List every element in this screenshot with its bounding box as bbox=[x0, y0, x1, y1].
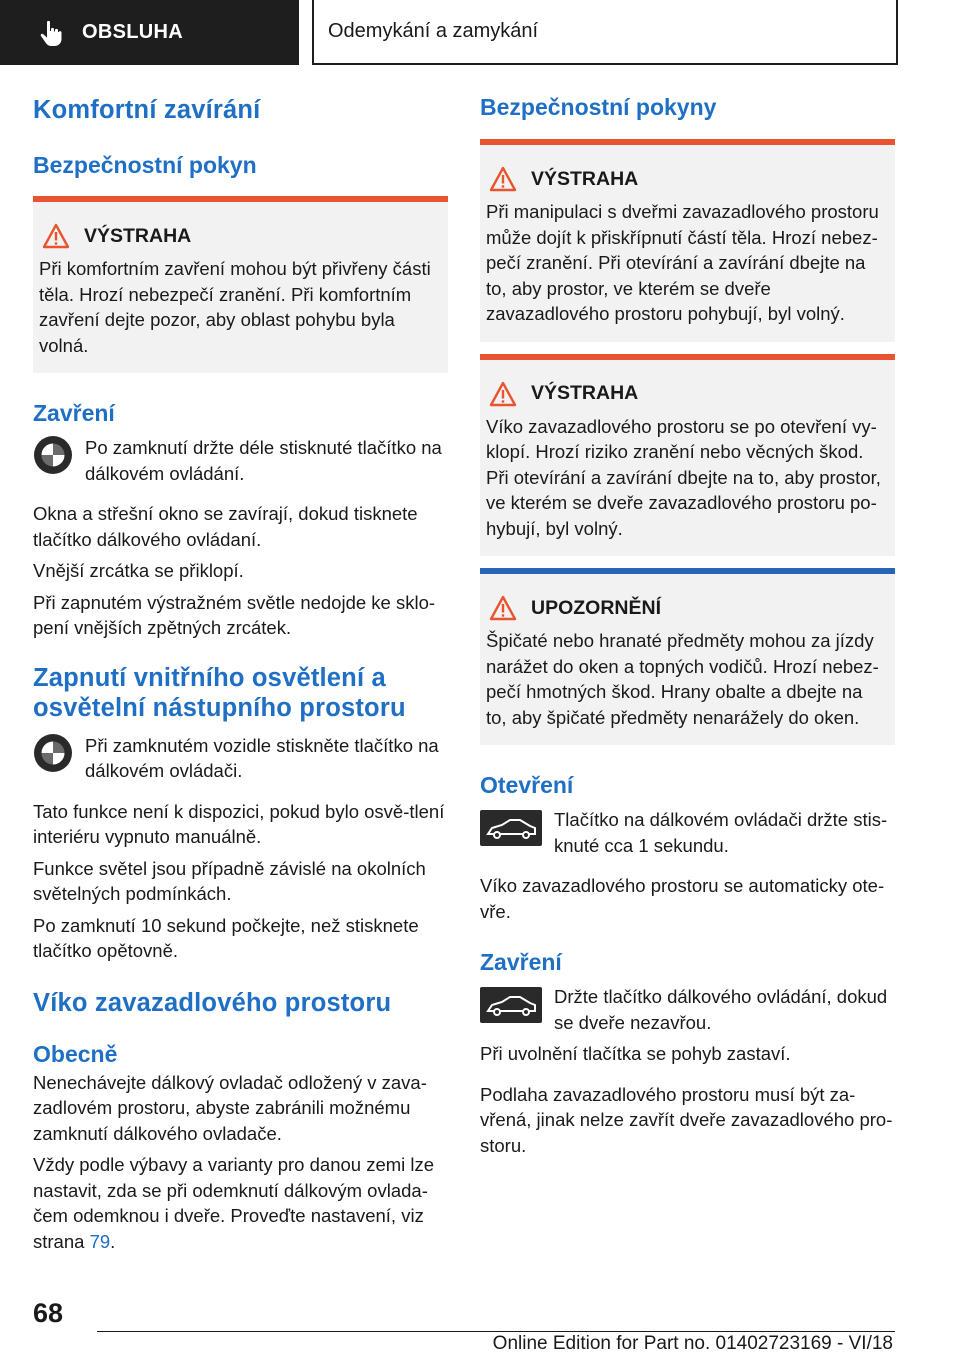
bmw-logo-icon bbox=[33, 733, 73, 773]
warning-text: Při manipulaci s dveřmi zavazadlového prostoru může dojít k přiskřípnutí částí těla. Hrozí nebez-pečí zranění. Při otevírání a zavírání dbejte na to, aby prostor, ve kterém se dveře zavazadlového prostoru pohybují, byl volný. bbox=[486, 201, 879, 324]
notice-box bbox=[480, 568, 895, 745]
warning-text: Při komfortním zavření mohou být přivřeny části těla. Hrozí nebezpečí zranění. Při komfortním zavření dejte pozor, aby oblast pohybu byla volná. bbox=[39, 258, 431, 356]
section-tab bbox=[0, 0, 299, 65]
section-label: OBSLUHA bbox=[82, 21, 183, 43]
remote-instruction bbox=[480, 984, 895, 1035]
hand-pointer-icon bbox=[36, 18, 66, 48]
heading-general: Obecně bbox=[33, 1040, 118, 1067]
heading-closing: Zavření bbox=[480, 949, 562, 975]
warning-title: VÝSTRAHA bbox=[531, 167, 639, 190]
warning-triangle-icon bbox=[489, 595, 517, 621]
paragraph: Při zapnutém výstražném světle nedojde ke sklo-pení vnějších zpětných zrcátek. bbox=[33, 591, 436, 638]
chapter-title: Odemykání a zamykání bbox=[328, 20, 539, 42]
paragraph: Podlaha zavazadlového prostoru musí být za-vřená, jinak nelze zavřít dveře zavazadlového pro-storu. bbox=[480, 1083, 893, 1156]
warning-text: Víko zavazadlového prostoru se po otevření vy-klopí. Hrozí riziko zranění nebo věcných škod. Při otevírání a zavírání dbejte na to, aby prostor, ve kterém se dveře zavazadlového prostoru po-hybují, byl volný. bbox=[486, 415, 881, 539]
warning-box bbox=[33, 196, 448, 373]
remote-instruction-text: Tlačítko na dálkovém ovládači držte stis-knuté cca 1 sekundu. bbox=[554, 809, 888, 856]
remote-instruction-text: Po zamknutí držte déle stisknuté tlačítko na dálkovém ovládání. bbox=[85, 437, 442, 484]
trunk-button-icon bbox=[480, 810, 542, 846]
chapter-header bbox=[312, 0, 898, 65]
paragraph-text: Vždy podle výbavy a varianty pro danou zemi lze nastavit, zda se při odemknutí dálkovým ovlada-čem odemknou i dveře. Proveďte nastavení, viz strana bbox=[33, 1154, 435, 1252]
paragraph: Nenechávejte dálkový ovladač odložený v zava-zadlovém prostoru, abyste zabránili možnému zamknutí dálkového ovladače. bbox=[33, 1071, 427, 1144]
left-column bbox=[33, 95, 448, 1254]
warning-title: VÝSTRAHA bbox=[531, 382, 639, 404]
bmw-logo-icon bbox=[33, 435, 73, 475]
paragraph bbox=[33, 1152, 448, 1254]
page-number: 68 bbox=[33, 1298, 64, 1328]
trunk-button-icon bbox=[480, 987, 542, 1023]
page-reference-link[interactable]: 79 bbox=[89, 1230, 111, 1252]
warning-triangle-icon bbox=[489, 166, 517, 192]
paragraph: Funkce světel jsou případně závislé na okolních světelných podmínkách. bbox=[33, 857, 426, 904]
paragraph: Okna a střešní okno se zavírají, dokud tisknete tlačítko dálkového ovládaní. bbox=[33, 503, 418, 550]
heading-safety-note: Bezpečnostní pokyn bbox=[33, 152, 257, 178]
remote-instruction bbox=[480, 807, 895, 858]
remote-instruction bbox=[33, 733, 448, 784]
footer-divider bbox=[97, 1331, 895, 1332]
paragraph: Vnější zrcátka se přiklopí. bbox=[33, 560, 244, 581]
notice-title: UPOZORNĚNÍ bbox=[531, 596, 662, 619]
remote-instruction bbox=[33, 435, 448, 486]
paragraph: Tato funkce není k dispozici, pokud bylo osvě-tlení interiéru vypnuto manuálně. bbox=[33, 800, 445, 847]
heading-trunk-lid: Víko zavazadlového prostoru bbox=[33, 988, 392, 1017]
heading-opening: Otevření bbox=[480, 772, 574, 798]
notice-text: Špičaté nebo hranaté předměty mohou za jízdy narážet do oken a topných vodičů. Hrozí nebez-pečí hmotných škod. Hrany obalte a dbejte na to, aby špičaté předměty nenarážely do oken. bbox=[486, 630, 879, 728]
warning-box bbox=[480, 139, 895, 342]
heading-closing: Zavření bbox=[33, 400, 115, 426]
paragraph: Víko zavazadlového prostoru se automaticky ote-vře. bbox=[480, 875, 885, 922]
heading-safety-notes: Bezpečnostní pokyny bbox=[480, 94, 717, 120]
heading-interior-light: Zapnutí vnitřního osvětlení a osvětelní nástupního prostoru bbox=[33, 663, 406, 722]
remote-instruction-text: Držte tlačítko dálkového ovládání, dokud se dveře nezavřou. bbox=[554, 986, 888, 1033]
warning-triangle-icon bbox=[489, 381, 517, 407]
warning-box bbox=[480, 354, 895, 557]
warning-title: VÝSTRAHA bbox=[84, 224, 192, 247]
paragraph-text: . bbox=[110, 1230, 116, 1252]
remote-instruction-text: Při zamknutém vozidle stiskněte tlačítko na dálkovém ovládači. bbox=[85, 734, 439, 781]
right-column bbox=[480, 95, 895, 1158]
warning-triangle-icon bbox=[42, 223, 70, 249]
heading-comfort-closing: Komfortní zavírání bbox=[33, 96, 261, 124]
paragraph: Při uvolnění tlačítka se pohyb zastaví. bbox=[480, 1043, 791, 1064]
footer-edition: Online Edition for Part no. 01402723169 - VI/18 bbox=[492, 1333, 893, 1354]
paragraph: Po zamknutí 10 sekund počkejte, než stisknete tlačítko opětovně. bbox=[33, 914, 419, 961]
